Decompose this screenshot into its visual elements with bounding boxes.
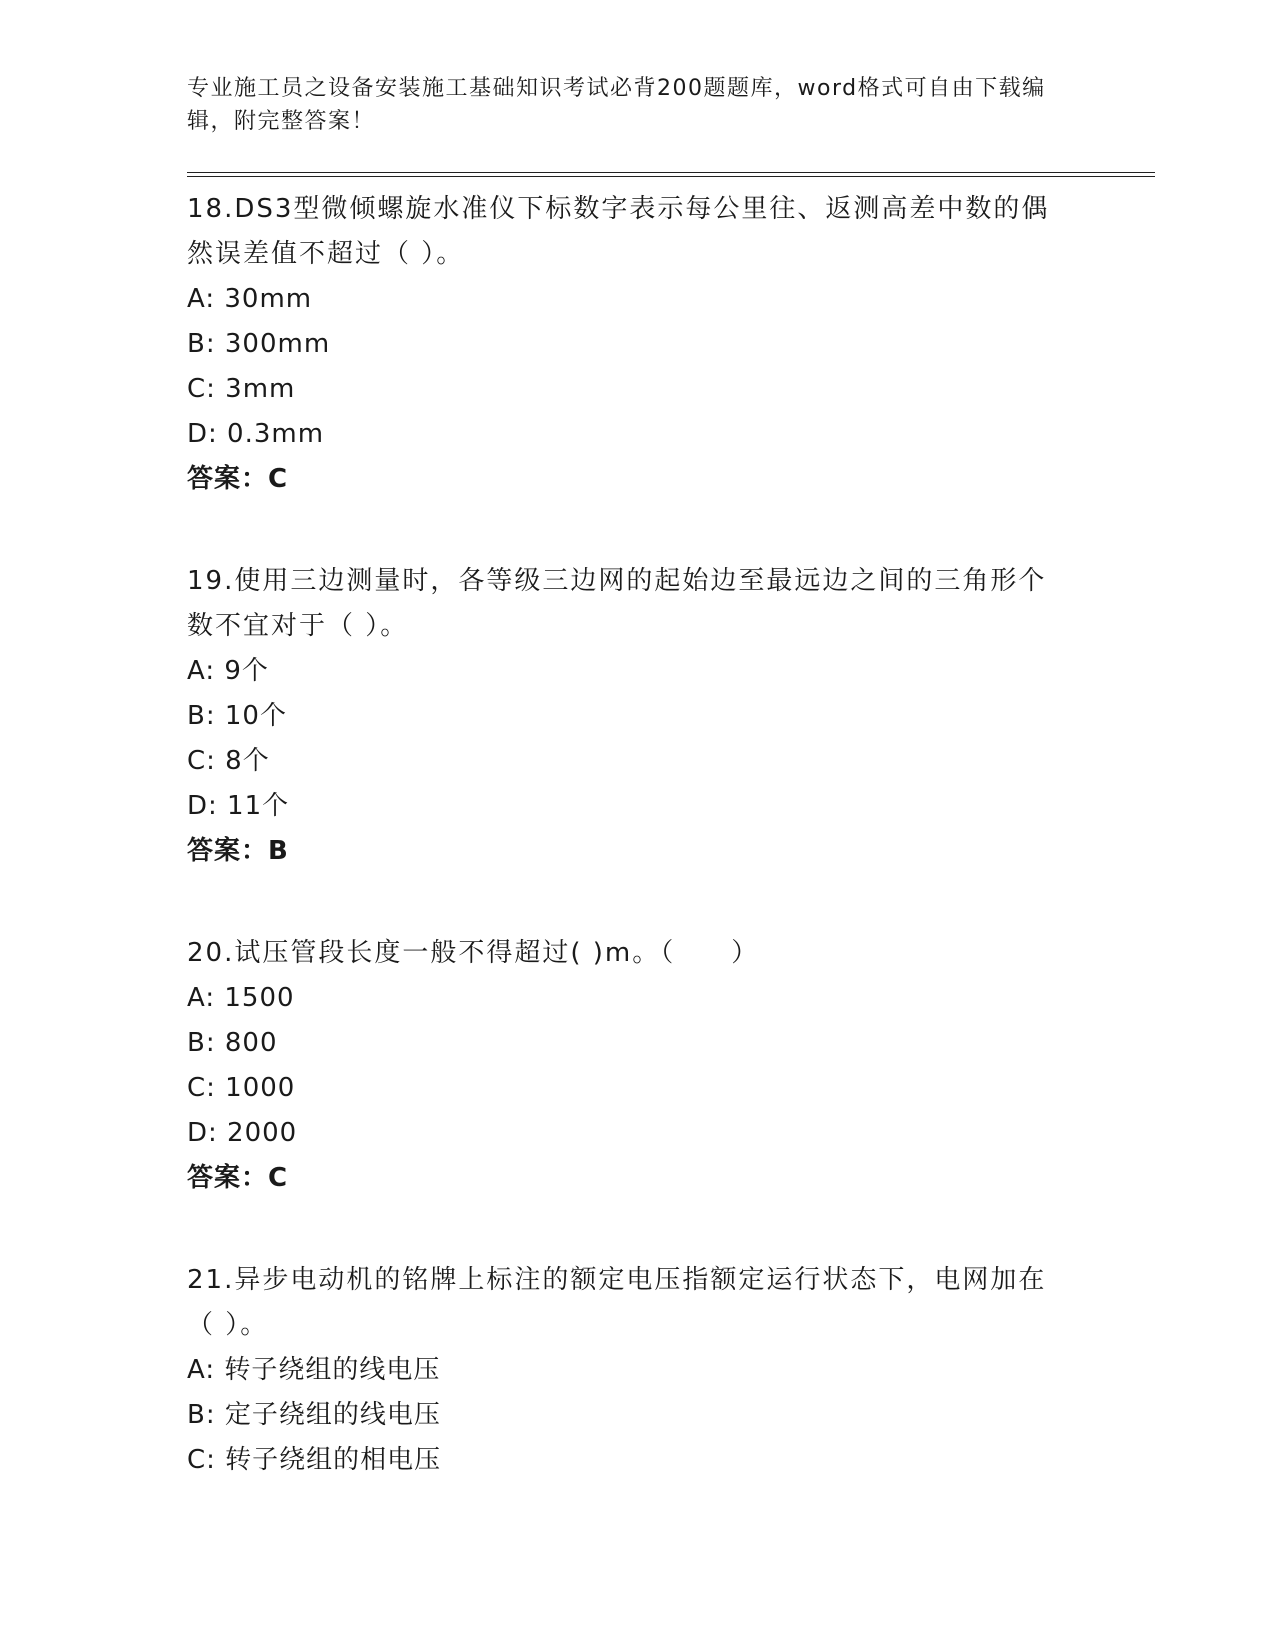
question-gap	[187, 502, 1157, 549]
answer: 答案：C	[187, 464, 289, 494]
question-20	[187, 931, 1157, 1201]
question-gap	[187, 1201, 1157, 1248]
option-c: C: 8个	[187, 746, 270, 776]
question-stem: 21.异步电动机的铭牌上标注的额定电压指额定运行状态下，电网加在（ ）。	[187, 1265, 1047, 1340]
document-header: 专业施工员之设备安装施工基础知识考试必背200题题库，word格式可自由下载编辑，附完整答案！	[187, 76, 1046, 134]
option-b: B: 800	[187, 1028, 278, 1058]
answer: 答案：C	[187, 1163, 289, 1193]
option-c: C: 1000	[187, 1073, 296, 1103]
option-c: C: 转子绕组的相电压	[187, 1445, 442, 1475]
answer: 答案：B	[187, 836, 289, 866]
option-b: B: 定子绕组的线电压	[187, 1400, 441, 1430]
option-c: C: 3mm	[187, 374, 296, 404]
header-divider	[187, 172, 1155, 177]
document-page	[187, 72, 1157, 1483]
question-stem: 18.DS3型微倾螺旋水准仪下标数字表示每公里往、返测高差中数的偶然误差值不超过（ ）。	[187, 194, 1050, 269]
option-a: A: 1500	[187, 983, 295, 1013]
option-d: D: 11个	[187, 791, 290, 821]
question-stem: 19.使用三边测量时，各等级三边网的起始边至最远边之间的三角形个数不宜对于（ ）。	[187, 566, 1047, 641]
option-a: A: 转子绕组的线电压	[187, 1355, 441, 1385]
question-18	[187, 187, 1157, 502]
option-d: D: 2000	[187, 1118, 298, 1148]
option-a: A: 30mm	[187, 284, 313, 314]
question-gap	[187, 874, 1157, 921]
option-b: B: 300mm	[187, 329, 331, 359]
option-d: D: 0.3mm	[187, 419, 325, 449]
option-b: B: 10个	[187, 701, 287, 731]
question-21	[187, 1258, 1157, 1483]
option-a: A: 9个	[187, 656, 269, 686]
question-19	[187, 559, 1157, 874]
question-stem: 20.试压管段长度一般不得超过( )m。（ ）	[187, 938, 760, 968]
